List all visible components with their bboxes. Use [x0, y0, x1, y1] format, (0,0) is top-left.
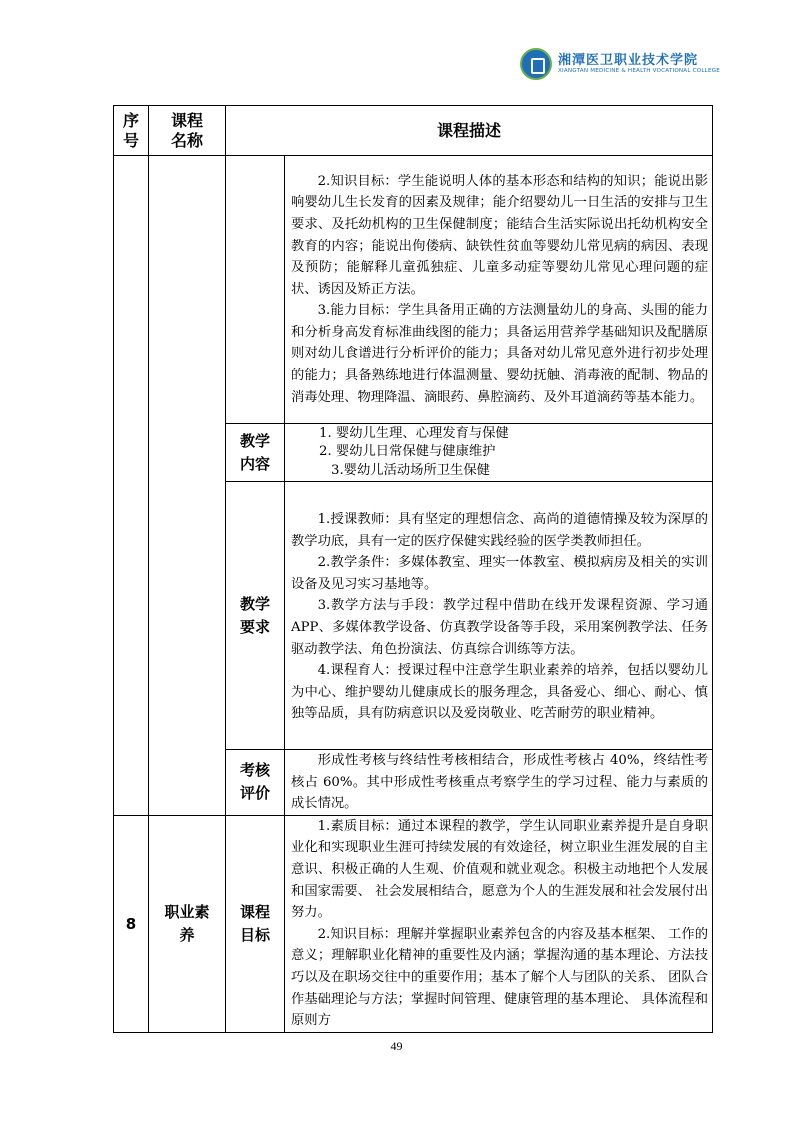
row7-content-label: 教学内容: [226, 424, 285, 482]
row7-goals-label-cell: [226, 156, 285, 424]
goals-paragraph: 3.能力目标：学生具备用正确的方法测量幼儿的身高、头围的能力和分析身高发育标准曲线图的能力；具备运用营养学基础知识及配膳原则对幼儿食谱进行分析评价的能力；具备对幼儿常见意外进行初步处理的能力；具备熟练地进行体温测量、婴幼抚触、消毒液的配制、物品的消毒处理、物理降温、滴眼药、鼻腔滴药、及外耳道滴药等基本能力。: [291, 303, 709, 405]
logo-english-name: XIANGTAN MEDICINE & HEALTH VOCATIONAL COLLEGE: [558, 68, 720, 74]
goals-paragraph: 2.知识目标：理解并掌握职业素养包含的内容及基本框架、 工作的意义；理解职业化精神的重要性及内涵；掌握沟通的基本理论、方法技巧以及在职场交往中的重要作用；基本了解个人与团队的关系、 团队合作基础理论与方法；掌握时间管理、健康管理的基本理论、 具体流程和原则方: [291, 926, 709, 1029]
table-header-row: [114, 106, 713, 156]
row8-seq: 8: [114, 815, 149, 1032]
assessment-paragraph: 形成性考核与终结性考核相结合，形成性考核占 40%，终结性考核占 60%。其中形成性考核重点考察学生的学习过程、能力与素质的成长情况。: [291, 753, 709, 812]
row7-requirements-label: 教学要求: [226, 482, 285, 750]
requirements-paragraph: 1.授课教师：具有坚定的理想信念、高尚的道德情操及较为深厚的教学功底，具有一定的医疗保健实践经验的医学类教师担任。: [291, 512, 709, 549]
row8-course-name: 职业素养: [149, 815, 226, 1032]
list-item: 2. 婴幼儿日常保健与健康维护: [319, 444, 496, 460]
row7-assessment-text: [285, 750, 713, 816]
goals-paragraph: 2.知识目标：学生能说明人体的基本形态和结构的知识；能说出影响婴幼儿生长发育的因素及规律；能介绍婴幼儿一日生活的安排与卫生要求、及托幼机构的卫生保健制度；能结合生活实际说出托幼机构安全教育的内容；能说出佝偻病、缺铁性贫血等婴幼儿常见病的病因、表现及预防；能解释儿童孤独症、儿童多动症等婴幼儿常见心理问题的症状、诱因及矫正方法。: [291, 173, 709, 297]
row7-content-list: [285, 424, 713, 482]
list-item: 1. 婴幼儿生理、心理发育与保健: [319, 425, 509, 441]
table-row: [114, 815, 713, 1032]
requirements-paragraph: 2.教学条件：多媒体教室、理实一体教室、模拟病房及相关的实训设备及见习实习基地等。: [291, 555, 709, 592]
logo-chinese-name: 湘潭医卫职业技术学院: [558, 53, 699, 68]
page-number: 49: [390, 1039, 403, 1053]
college-emblem-icon: [520, 48, 552, 80]
row7-assessment-label: 考核评价: [226, 750, 285, 816]
row7-seq-cell: [114, 156, 149, 816]
header-seq: 序号: [114, 106, 149, 156]
header-course-desc: 课程描述: [226, 106, 713, 156]
list-item: 3.婴幼儿活动场所卫生保健: [331, 462, 490, 478]
header-course-name: 课程名称: [149, 106, 226, 156]
table-row: [114, 156, 713, 424]
row7-requirements-text: [285, 482, 713, 750]
row7-name-cell: [149, 156, 226, 816]
row8-goals-text: [285, 815, 713, 1032]
row8-goals-label: 课程目标: [226, 815, 285, 1032]
requirements-paragraph: 3.教学方法与手段：教学过程中借助在线开发课程资源、学习通 APP、多媒体教学设备、仿真教学设备等手段，采用案例教学法、任务驱动教学法、角色扮演法、仿真综合训练等方法。: [291, 598, 709, 657]
row7-goals-text: [285, 156, 713, 424]
course-table: [113, 105, 713, 1033]
college-logo: [520, 46, 720, 86]
requirements-paragraph: 4.课程育人：授课过程中注意学生职业素养的培养，包括以婴幼儿为中心、维护婴幼儿健康成长的服务理念，具备爱心、细心、耐心、慎独等品质，具有防病意识以及爱岗敬业、吃苦耐劳的职业精神。: [291, 663, 709, 722]
goals-paragraph: 1.素质目标：通过本课程的教学，学生认同职业素养提升是自身职业化和实现职业生涯可持续发展的有效途径，树立职业生涯发展的自主意识、积极正确的人生观、价值观和就业观念。积极主动地把个人发展和国家需要、 社会发展相结合，愿意为个人的生涯发展和社会发展付出努力。: [291, 818, 709, 921]
